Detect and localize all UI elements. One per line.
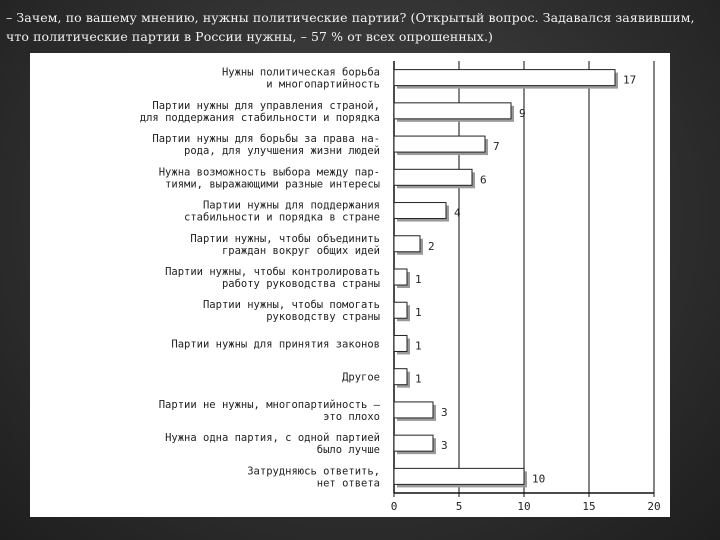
bar-4 (394, 203, 446, 219)
category-label-3-1: тиями, выражающими разные интересы (165, 178, 380, 191)
bar-value-label-11: 3 (441, 439, 448, 453)
category-label-6-0: Партии нужны, чтобы контролировать (165, 266, 380, 278)
category-label-7-1: руководству страны (266, 311, 380, 324)
question-caption: – Зачем, по вашему мнению, нужны политические партии? (Открытый вопрос. Задавался заявившим, что политические партии в России нужны, – 57 % от всех опрошенных.) (6, 10, 695, 44)
bar-5 (394, 236, 420, 252)
category-label-8-0: Партии нужны для принятия законов (171, 338, 380, 351)
bar-value-label-2: 7 (493, 140, 500, 154)
x-tick-label-1: 5 (455, 500, 463, 513)
category-label-1-0: Партии нужны для управления страной, (152, 99, 380, 112)
bar-value-label-6: 1 (415, 273, 422, 286)
x-tick-label-3: 15 (582, 500, 596, 513)
category-label-2-0: Партии нужны для борьбы за права на- (152, 133, 380, 146)
category-label-11-1: было лучше (316, 444, 380, 457)
category-label-2-1: рода, для улучшения жизни людей (184, 145, 380, 158)
bar-7 (394, 302, 407, 318)
x-tick-label-0: 0 (390, 500, 398, 513)
bar-1 (394, 103, 511, 119)
x-tick-label-2: 10 (517, 500, 531, 513)
bar-0 (394, 70, 615, 86)
category-label-3-0: Нужна возможность выбора между пар- (158, 166, 380, 179)
category-label-7-0: Партии нужны, чтобы помогать (202, 299, 380, 312)
bar-10 (394, 402, 433, 418)
bar-value-label-5: 2 (428, 239, 435, 253)
bar-11 (394, 435, 433, 451)
category-label-6-1: работу руководства страны (221, 278, 380, 290)
category-label-0-1: и многопартийность (266, 78, 380, 91)
bar-12 (394, 468, 524, 484)
x-tick-label-4: 20 (647, 500, 661, 513)
bar-value-label-12: 10 (532, 472, 546, 486)
bar-value-label-0: 17 (623, 73, 637, 87)
bar-6 (394, 269, 407, 285)
category-label-10-1: это плохо (323, 410, 380, 423)
category-label-5-1: граждан вокруг общих идей (221, 244, 380, 257)
category-label-4-1: стабильности и порядка в стране (184, 211, 380, 224)
category-label-10-0: Партии не нужны, многопартийность – (158, 398, 380, 411)
category-label-12-1: нет ответа (316, 477, 380, 490)
chart-panel (30, 53, 670, 517)
category-label-11-0: Нужна одна партия, с одной партией (165, 432, 380, 445)
category-label-9-0: Другое (342, 371, 380, 384)
category-label-5-0: Партии нужны, чтобы объединить (190, 232, 380, 245)
bar-3 (394, 169, 472, 185)
bar-value-label-1: 9 (519, 106, 526, 120)
bar-value-label-4: 4 (454, 206, 461, 220)
bar-9 (394, 369, 407, 385)
category-label-0-0: Нужны политическая борьба (221, 66, 380, 79)
bar-value-label-8: 1 (415, 339, 422, 353)
category-label-4-0: Партии нужны для поддержания (202, 199, 380, 212)
bar-value-label-7: 1 (415, 306, 422, 320)
category-label-12-0: Затрудняюсь ответить, (247, 465, 380, 478)
horizontal-bar-chart (30, 53, 670, 517)
bar-8 (394, 335, 407, 351)
bar-value-label-3: 6 (480, 173, 487, 187)
category-label-1-1: для поддержания стабильности и порядка (139, 111, 380, 124)
bar-value-label-10: 3 (441, 405, 448, 419)
bar-2 (394, 136, 485, 152)
bar-value-label-9: 1 (415, 372, 422, 386)
